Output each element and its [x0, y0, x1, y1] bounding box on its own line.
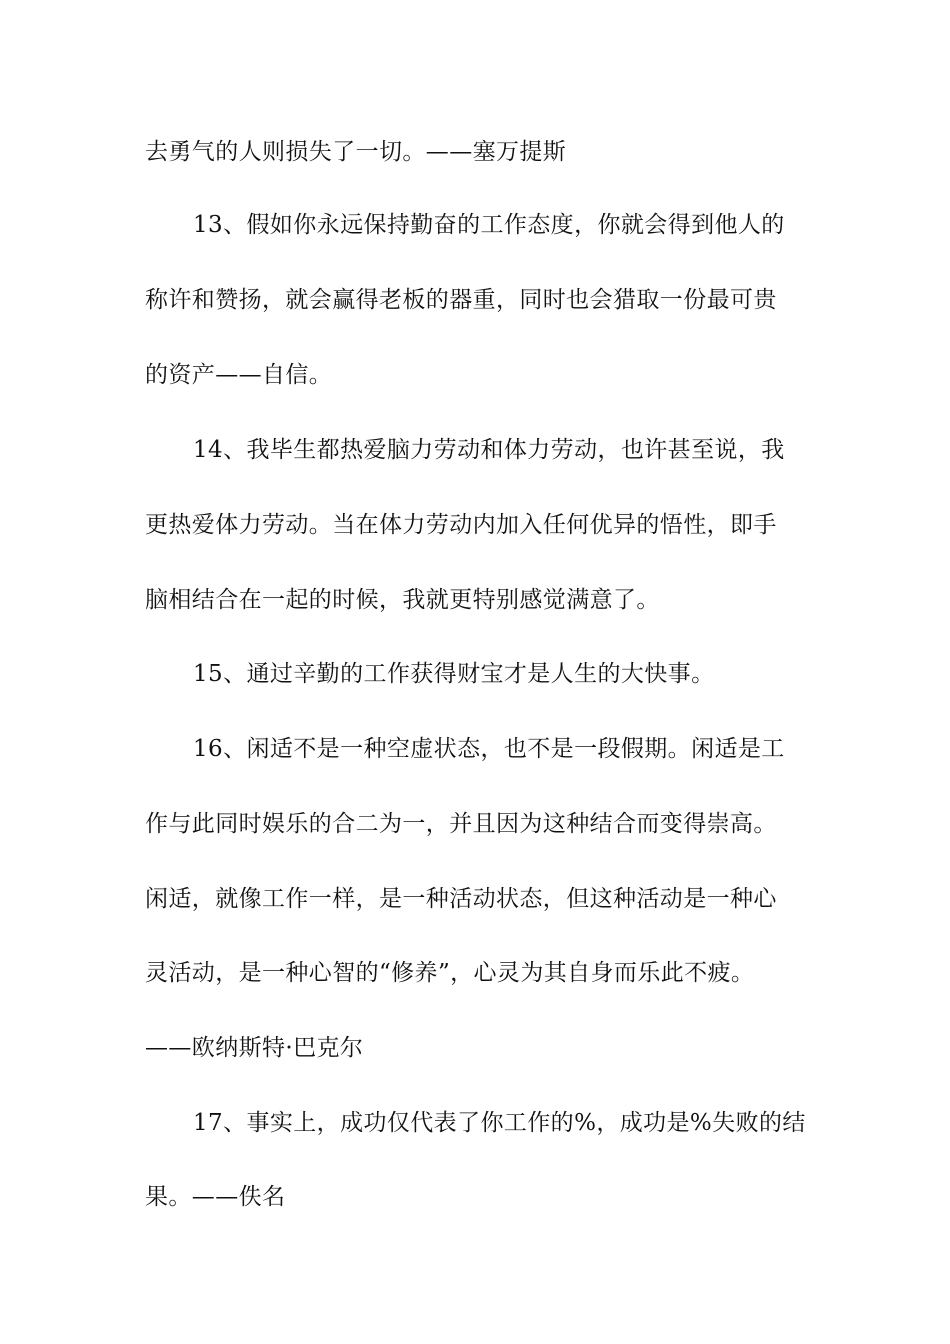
paragraph-17-line-1: 17、事实上，成功仅代表了你工作的%，成功是%失败的结: [193, 1110, 806, 1136]
paragraph-17-line-2: 果。——佚名: [145, 1184, 286, 1210]
paragraph-16-attribution: ——欧纳斯特·巴克尔: [145, 1035, 364, 1061]
paragraph-16-line-4: 灵活动，是一种心智的“修养”，心灵为其自身而乐此不疲。: [145, 960, 755, 986]
paragraph-15-line-1: 15、通过辛勤的工作获得财宝才是人生的大快事。: [193, 661, 715, 687]
text-line: 去勇气的人则损失了一切。——塞万提斯: [145, 139, 567, 165]
paragraph-13-line-3: 的资产——自信。: [145, 362, 333, 388]
paragraph-14-line-1: 14、我毕生都热爱脑力劳动和体力劳动，也许甚至说，我: [193, 437, 785, 463]
paragraph-13-line-1: 13、假如你永远保持勤奋的工作态度，你就会得到他人的: [193, 212, 785, 238]
paragraph-16-line-1: 16、闲适不是一种空虚状态，也不是一段假期。闲适是工: [193, 736, 785, 762]
paragraph-14-line-2: 更热爱体力劳动。当在体力劳动内加入任何优异的悟性，即手: [145, 512, 777, 538]
paragraph-13-line-2: 称许和赞扬，就会赢得老板的器重，同时也会猎取一份最可贵: [145, 287, 777, 313]
paragraph-14-line-3: 脑相结合在一起的时候，我就更特别感觉满意了。: [145, 587, 660, 613]
paragraph-16-line-3: 闲适，就像工作一样，是一种活动状态，但这种活动是一种心: [145, 886, 777, 912]
paragraph-16-line-2: 作与此同时娱乐的合二为一，并且因为这种结合而变得崇高。: [145, 811, 777, 837]
